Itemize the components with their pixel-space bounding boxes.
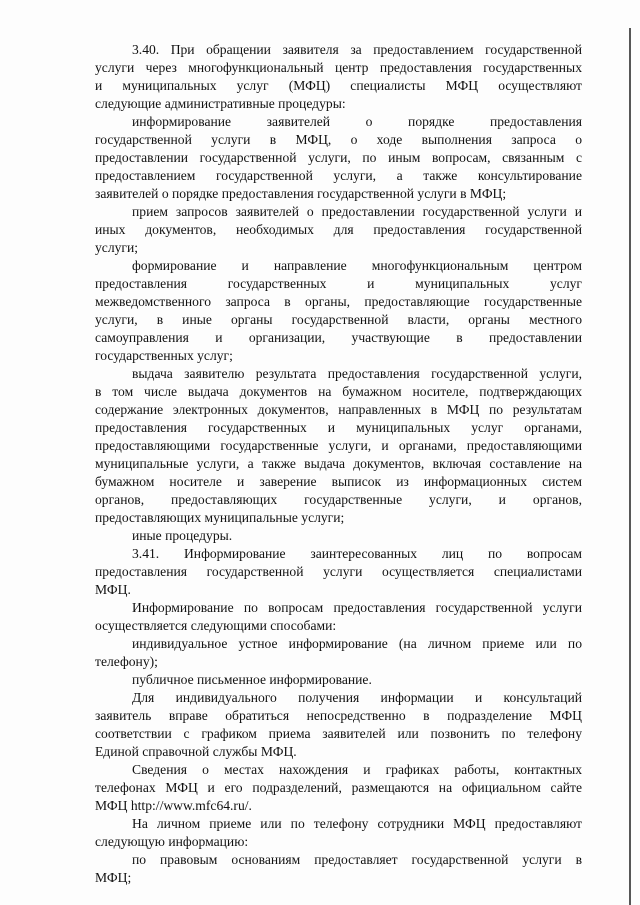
text-line: по правовым основаниям предоставляет государственной услуги в: [132, 852, 582, 867]
text-line: следующие административные процедуры:: [95, 96, 346, 111]
paragraph: [95, 545, 582, 599]
text-line: следующую информацию:: [95, 834, 249, 849]
text-line: заявителей о порядке предоставления государственной услуги в МФЦ;: [95, 186, 507, 201]
text-line: услуги через многофункциональный центр предоставления государственных: [95, 60, 582, 75]
text-line: предоставления государственных и муниципальных услуг: [95, 276, 582, 291]
text-line: предоставлении государственной услуги, по иным вопросам, связанным с: [95, 150, 582, 165]
text-line: информирование заявителей о порядке предоставления: [132, 114, 582, 129]
paragraph: [95, 851, 582, 887]
paragraph: [95, 365, 582, 527]
text-line: самоуправления и организации, участвующие в предоставлении: [95, 330, 582, 345]
paragraph: [95, 761, 582, 815]
text-line: органов, предоставляющих государственные услуги, и органов,: [95, 492, 582, 507]
text-line: государственной услуги в МФЦ, о ходе выполнения запроса о: [95, 132, 582, 147]
text-line: телефону);: [95, 654, 158, 669]
text-line: МФЦ.: [95, 582, 131, 597]
text-line: заявитель вправе обратиться непосредственно в подразделение МФЦ: [95, 708, 582, 723]
text-line: Информирование по вопросам предоставления государственной услуги: [132, 600, 582, 615]
text-line: 3.41. Информирование заинтересованных лиц по вопросам: [132, 546, 582, 561]
text-line: государственных услуг;: [95, 348, 233, 363]
paragraph: [95, 815, 582, 851]
text-line: Единой справочной службы МФЦ.: [95, 744, 297, 759]
text-line: в том числе выдача документов на бумажном носителе, подтверждающих: [95, 384, 582, 399]
text-line: осуществляется следующими способами:: [95, 618, 337, 633]
paragraph: [95, 527, 582, 545]
paragraph: [95, 671, 582, 689]
text-line: предоставлением государственной услуги, а также консультирование: [95, 168, 582, 183]
text-line: содержание электронных документов, направленных в МФЦ по результатам: [95, 402, 582, 417]
text-line: иные процедуры.: [132, 528, 233, 543]
text-line: бумажном носителе и заверение выписок из информационных систем: [95, 474, 582, 489]
text-line: Для индивидуального получения информации и консультаций: [132, 690, 582, 705]
document-body: [95, 41, 582, 887]
text-line: предоставления государственных и муниципальных услуг органами,: [95, 420, 582, 435]
scan-edge-line: [629, 28, 631, 905]
text-line: МФЦ http://www.mfc64.ru/.: [95, 798, 252, 813]
paragraph: [95, 689, 582, 761]
text-line: муниципальные услуги, а также выдача документов, включая составление на: [95, 456, 582, 471]
paragraph: [95, 599, 582, 635]
text-line: выдача заявителю результата предоставления государственной услуги,: [132, 366, 582, 381]
text-line: МФЦ;: [95, 870, 132, 885]
text-line: Сведения о местах нахождения и графиках работы, контактных: [132, 762, 582, 777]
text-line: публичное письменное информирование.: [132, 672, 372, 687]
text-line: услуги;: [95, 240, 139, 255]
paragraph: [95, 635, 582, 671]
paragraph: [95, 257, 582, 365]
text-line: предоставляющими государственные услуги, и органами, предоставляющими: [95, 438, 582, 453]
text-line: 3.40. При обращении заявителя за предоставлением государственной: [132, 42, 582, 57]
text-line: предоставления государственной услуги осуществляется специалистами: [95, 564, 582, 579]
text-line: предоставляющих муниципальные услуги;: [95, 510, 345, 525]
paragraph: [95, 41, 582, 113]
text-line: и муниципальных услуг (МФЦ) специалисты МФЦ осуществляют: [95, 78, 582, 93]
text-line: прием запросов заявителей о предоставлении государственной услуги и: [132, 204, 582, 219]
paragraph: [95, 203, 582, 257]
text-line: иных документов, необходимых для предоставления государственной: [95, 222, 582, 237]
text-line: телефонах МФЦ и его подразделений, размещаются на официальном сайте: [95, 780, 582, 795]
paragraph: [95, 113, 582, 203]
text-line: формирование и направление многофункциональным центром: [132, 258, 582, 273]
text-line: индивидуальное устное информирование (на личном приеме или по: [132, 636, 582, 651]
text-line: На личном приеме или по телефону сотрудники МФЦ предоставляют: [132, 816, 582, 831]
text-line: межведомственного запроса в органы, предоставляющие государственные: [95, 294, 582, 309]
text-line: соответствии с графиком приема заявителей или позвонить по телефону: [95, 726, 582, 741]
text-line: услуги, в иные органы государственной власти, органы местного: [95, 312, 582, 327]
